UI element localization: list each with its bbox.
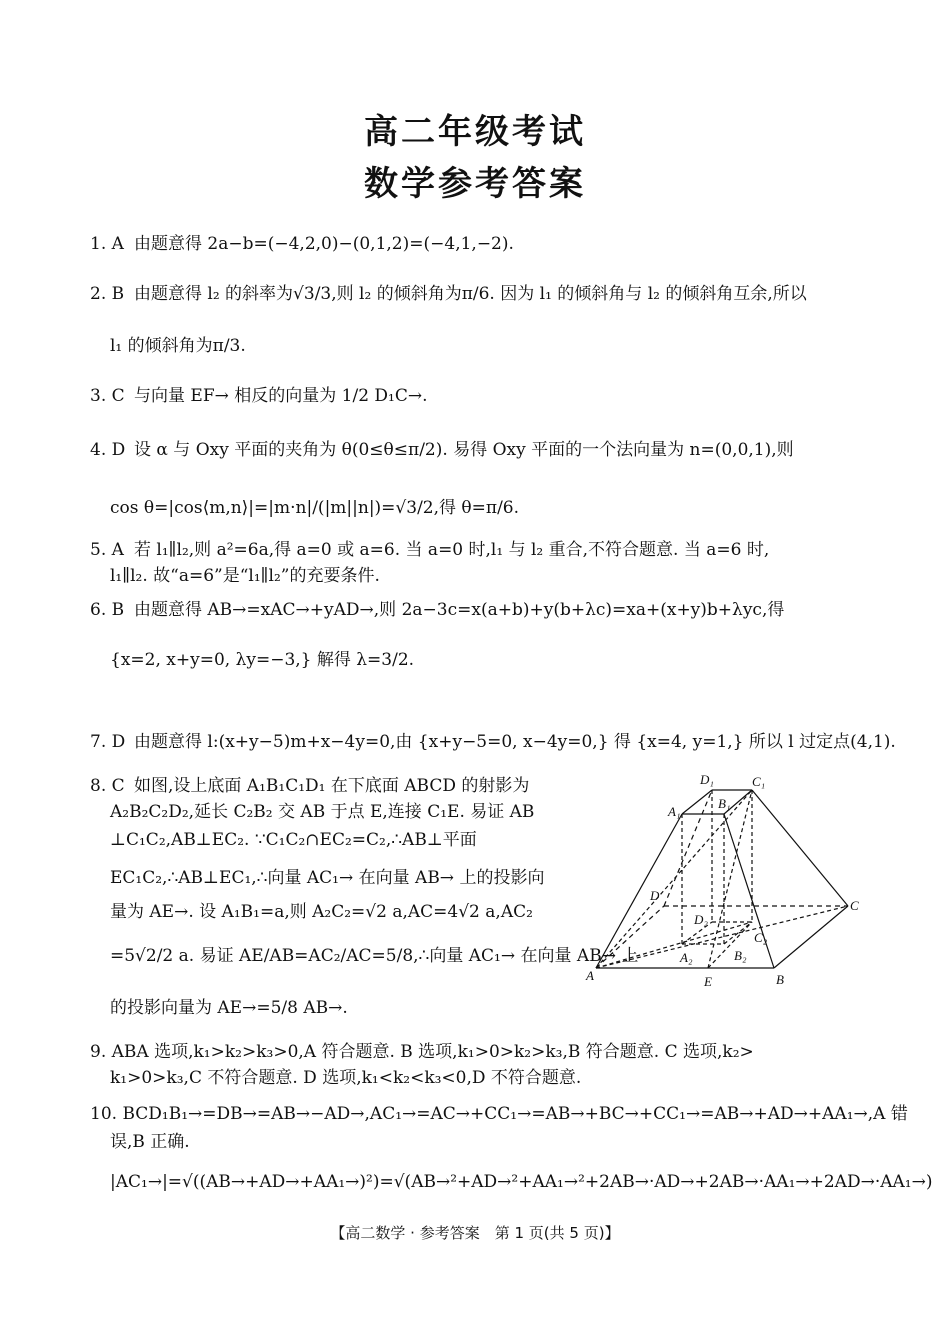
answer-text: cos θ=|cos⟨m,n⟩|=|m·n|/(|m||n|)=√3/2,得 θ=π/6. bbox=[110, 498, 520, 518]
answer-line bbox=[90, 598, 784, 622]
answer-text: EC₁C₂,∴AB⊥EC₁,∴向量 AC₁→ 在向量 AB→ 上的投影向 bbox=[110, 868, 545, 888]
answer-line bbox=[110, 944, 638, 968]
answer-text: =5√2/2 a. 易证 AE/AB=AC₂/AC=5/8,∴向量 AC₁→ 在向量 AB→ 上 bbox=[110, 946, 639, 966]
label-c2: C₂ bbox=[754, 930, 768, 945]
answer-number: 9. AB bbox=[90, 1042, 137, 1062]
answer-number: 10. BC bbox=[90, 1104, 149, 1124]
answer-line bbox=[90, 384, 428, 408]
answer-text: 由题意得 l:(x+y−5)m+x−4y=0,由 {x+y−5=0, x−4y=0,} 得 {x=4, y=1,} 所以 l 过定点(4,1). bbox=[134, 732, 896, 752]
answer-text: l₁∥l₂. 故“a=6”是“l₁∥l₂”的充要条件. bbox=[110, 566, 380, 586]
answer-text: 如图,设上底面 A₁B₁C₁D₁ 在下底面 ABCD 的射影为 bbox=[134, 776, 530, 796]
label-b2: B₂ bbox=[734, 948, 747, 963]
answer-line bbox=[110, 828, 477, 852]
label-a1: A₁ bbox=[668, 804, 681, 819]
answer-text: ⊥C₁C₂,AB⊥EC₂. ∵C₁C₂∩EC₂=C₂,∴AB⊥平面 bbox=[110, 830, 477, 850]
label-a: A bbox=[586, 968, 594, 983]
answer-line bbox=[110, 1170, 932, 1194]
label-d2: D₂ bbox=[694, 912, 708, 927]
answer-text: l₁ 的倾斜角为π/3. bbox=[110, 336, 246, 356]
answer-number: 5. A bbox=[90, 540, 124, 560]
answer-line bbox=[110, 334, 246, 358]
answer-line bbox=[110, 996, 348, 1020]
answer-text: {x=2, x+y=0, λy=−3,} 解得 λ=3/2. bbox=[110, 650, 415, 670]
answer-line bbox=[90, 1102, 908, 1126]
answer-text: 由题意得 l₂ 的斜率为√3/3,则 l₂ 的倾斜角为π/6. 因为 l₁ 的倾斜角与 l₂ 的倾斜角互余,所以 bbox=[134, 284, 807, 304]
page-subtitle: 数学参考答案 bbox=[364, 164, 586, 204]
page-title: 高二年级考试 bbox=[364, 112, 586, 152]
answer-text: 与向量 EF→ 相反的向量为 1/2 D₁C→. bbox=[134, 386, 428, 406]
answer-text: k₁>0>k₃,C 不符合题意. D 选项,k₁<k₂<k₃<0,D 不符合题意. bbox=[110, 1068, 582, 1088]
answer-line bbox=[90, 282, 807, 306]
answer-text: 由题意得 AB→=xAC→+yAD→,则 2a−3c=x(a+b)+y(b+λc)=xa+(x+y)b+λyc,得 bbox=[134, 600, 785, 620]
answer-number: 7. D bbox=[90, 732, 126, 752]
label-c: C bbox=[850, 898, 859, 913]
frustum-figure bbox=[584, 770, 864, 990]
answer-text: 由题意得 2a−b=(−4,2,0)−(0,1,2)=(−4,1,−2). bbox=[134, 234, 514, 254]
answer-text: 的投影向量为 AE→=5/8 AB→. bbox=[110, 998, 348, 1018]
answer-line bbox=[90, 232, 514, 256]
answer-line bbox=[110, 564, 380, 588]
answer-line bbox=[90, 774, 529, 798]
answer-number: 1. A bbox=[90, 234, 124, 254]
answer-text: 量为 AE→. 设 A₁B₁=a,则 A₂C₂=√2 a,AC=4√2 a,AC₂ bbox=[110, 902, 533, 922]
answer-line bbox=[110, 1130, 190, 1154]
answer-line bbox=[110, 800, 534, 824]
label-e: E bbox=[704, 974, 712, 989]
answer-line bbox=[110, 648, 414, 672]
label-d: D bbox=[650, 888, 660, 903]
answer-number: 2. B bbox=[90, 284, 125, 304]
label-d1: D₁ bbox=[700, 772, 714, 787]
answer-line bbox=[110, 900, 533, 924]
answer-line bbox=[110, 1066, 581, 1090]
answer-text: A₂B₂C₂D₂,延长 C₂B₂ 交 AB 于点 E,连接 C₁E. 易证 AB bbox=[110, 802, 535, 822]
label-c1: C₁ bbox=[752, 774, 766, 789]
answer-text: D₁B₁→=DB→=AB→−AD→,AC₁→=AC→+CC₁→=AB→+BC→+CC₁→=AB→+AD→+AA₁→,A 错 bbox=[148, 1104, 908, 1124]
answer-line bbox=[110, 496, 519, 520]
label-b1: B₁ bbox=[718, 796, 731, 811]
answer-number: 6. B bbox=[90, 600, 125, 620]
answer-text: 误,B 正确. bbox=[110, 1132, 190, 1152]
answer-line bbox=[90, 1040, 754, 1064]
label-a2: A₂ bbox=[680, 950, 693, 965]
answer-line bbox=[90, 730, 896, 754]
answer-text: 若 l₁∥l₂,则 a²=6a,得 a=0 或 a=6. 当 a=0 时,l₁ 与 l₂ 重合,不符合题意. 当 a=6 时, bbox=[134, 540, 770, 560]
answer-number: 8. C bbox=[90, 776, 125, 796]
answer-number: 4. D bbox=[90, 440, 126, 460]
page-footer: 【高二数学 · 参考答案 第 1 页(共 5 页)】 bbox=[330, 1224, 620, 1242]
answer-line bbox=[90, 538, 769, 562]
answer-number: 3. C bbox=[90, 386, 125, 406]
answer-line bbox=[90, 438, 794, 462]
label-b: B bbox=[776, 972, 784, 987]
answer-text: |AC₁→|=√((AB→+AD→+AA₁→)²)=√(AB→²+AD→²+AA₁→²+2AB→·AD→+2AB→·AA₁→+2AD→·AA₁→) bbox=[110, 1172, 933, 1192]
answer-line bbox=[110, 866, 544, 890]
answer-text: 设 α 与 Oxy 平面的夹角为 θ(0≤θ≤π/2). 易得 Oxy 平面的一个法向量为 n=(0,0,1),则 bbox=[134, 440, 794, 460]
answer-text: A 选项,k₁>k₂>k₃>0,A 符合题意. B 选项,k₁>0>k₂>k₃,B 符合题意. C 选项,k₂> bbox=[136, 1042, 754, 1062]
